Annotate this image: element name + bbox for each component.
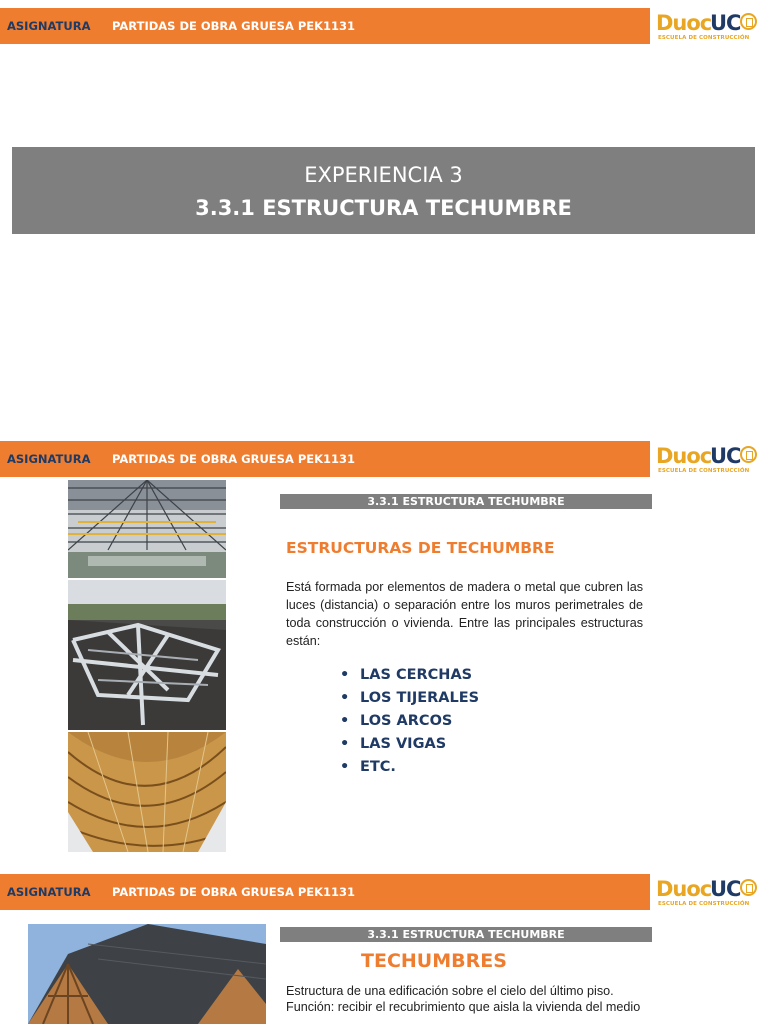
header-bar [0, 874, 650, 910]
duoc-uc-logo [656, 877, 764, 913]
list-item [340, 710, 479, 733]
slide-title-line1: EXPERIENCIA 3 [304, 163, 463, 187]
slide-2 [0, 433, 768, 866]
duoc-uc-logo [656, 11, 764, 47]
duoc-uc-logo [656, 444, 764, 480]
list-item-label: ETC. [360, 759, 396, 775]
logo-school-text: ESCUELA DE CONSTRUCCIÓN [658, 35, 750, 41]
course-name: PARTIDAS DE OBRA GRUESA PEK1131 [112, 19, 356, 33]
bullet-icon: • [340, 759, 350, 775]
logo-duoc-text: Duoc [656, 444, 712, 468]
bullet-icon: • [340, 713, 350, 729]
logo-seal-icon [740, 879, 757, 896]
bullet-icon: • [340, 690, 350, 706]
list-item [340, 733, 479, 756]
wooden-arch-roof-photo [68, 732, 226, 852]
bullet-icon: • [340, 667, 350, 683]
structure-list [340, 664, 479, 779]
header-bar [0, 8, 650, 44]
slide-title-line2: 3.3.1 ESTRUCTURA TECHUMBRE [195, 196, 572, 220]
course-name: PARTIDAS DE OBRA GRUESA PEK1131 [112, 452, 356, 466]
subject-label: ASIGNATURA [7, 885, 91, 899]
house-roof-photo [28, 924, 266, 1024]
title-box [12, 147, 755, 234]
list-item [340, 664, 479, 687]
techumbre-description [286, 983, 646, 1015]
header-bar [0, 441, 650, 477]
slide-3 [0, 866, 768, 1024]
steel-roof-truss-photo [68, 480, 226, 578]
list-item [340, 687, 479, 710]
text-line: Función: recibir el recubrimiento que aisla la vivienda del medio [286, 1000, 641, 1014]
logo-duoc-text: Duoc [656, 11, 712, 35]
section-bar: 3.3.1 ESTRUCTURA TECHUMBRE [280, 927, 652, 942]
logo-seal-icon [740, 13, 757, 30]
subject-label: ASIGNATURA [7, 19, 91, 33]
metal-frame-photo [68, 580, 226, 730]
logo-seal-icon [740, 446, 757, 463]
list-item-label: LOS ARCOS [360, 713, 453, 729]
list-item [340, 756, 479, 779]
list-item-label: LAS CERCHAS [360, 667, 473, 683]
course-name: PARTIDAS DE OBRA GRUESA PEK1131 [112, 885, 356, 899]
logo-uc-text: UC [710, 444, 741, 468]
section-heading: ESTRUCTURAS DE TECHUMBRE [286, 539, 555, 557]
slide-1 [0, 0, 768, 400]
list-item-label: LOS TIJERALES [360, 690, 480, 706]
section-bar: 3.3.1 ESTRUCTURA TECHUMBRE [280, 494, 652, 509]
description-paragraph: Está formada por elementos de madera o metal que cubren las luces (distancia) o separación entre los muros perimetrales de toda construcción o vivienda. Entre las principales estructuras están: [286, 580, 643, 648]
bullet-icon: • [340, 736, 350, 752]
logo-school-text: ESCUELA DE CONSTRUCCIÓN [658, 468, 750, 474]
logo-school-text: ESCUELA DE CONSTRUCCIÓN [658, 901, 750, 907]
text-line: Estructura de una edificación sobre el cielo del último piso. [286, 984, 614, 998]
subject-label: ASIGNATURA [7, 452, 91, 466]
section-heading: TECHUMBRES [361, 950, 507, 972]
logo-uc-text: UC [710, 877, 741, 901]
logo-uc-text: UC [710, 11, 741, 35]
logo-duoc-text: Duoc [656, 877, 712, 901]
list-item-label: LAS VIGAS [360, 736, 447, 752]
